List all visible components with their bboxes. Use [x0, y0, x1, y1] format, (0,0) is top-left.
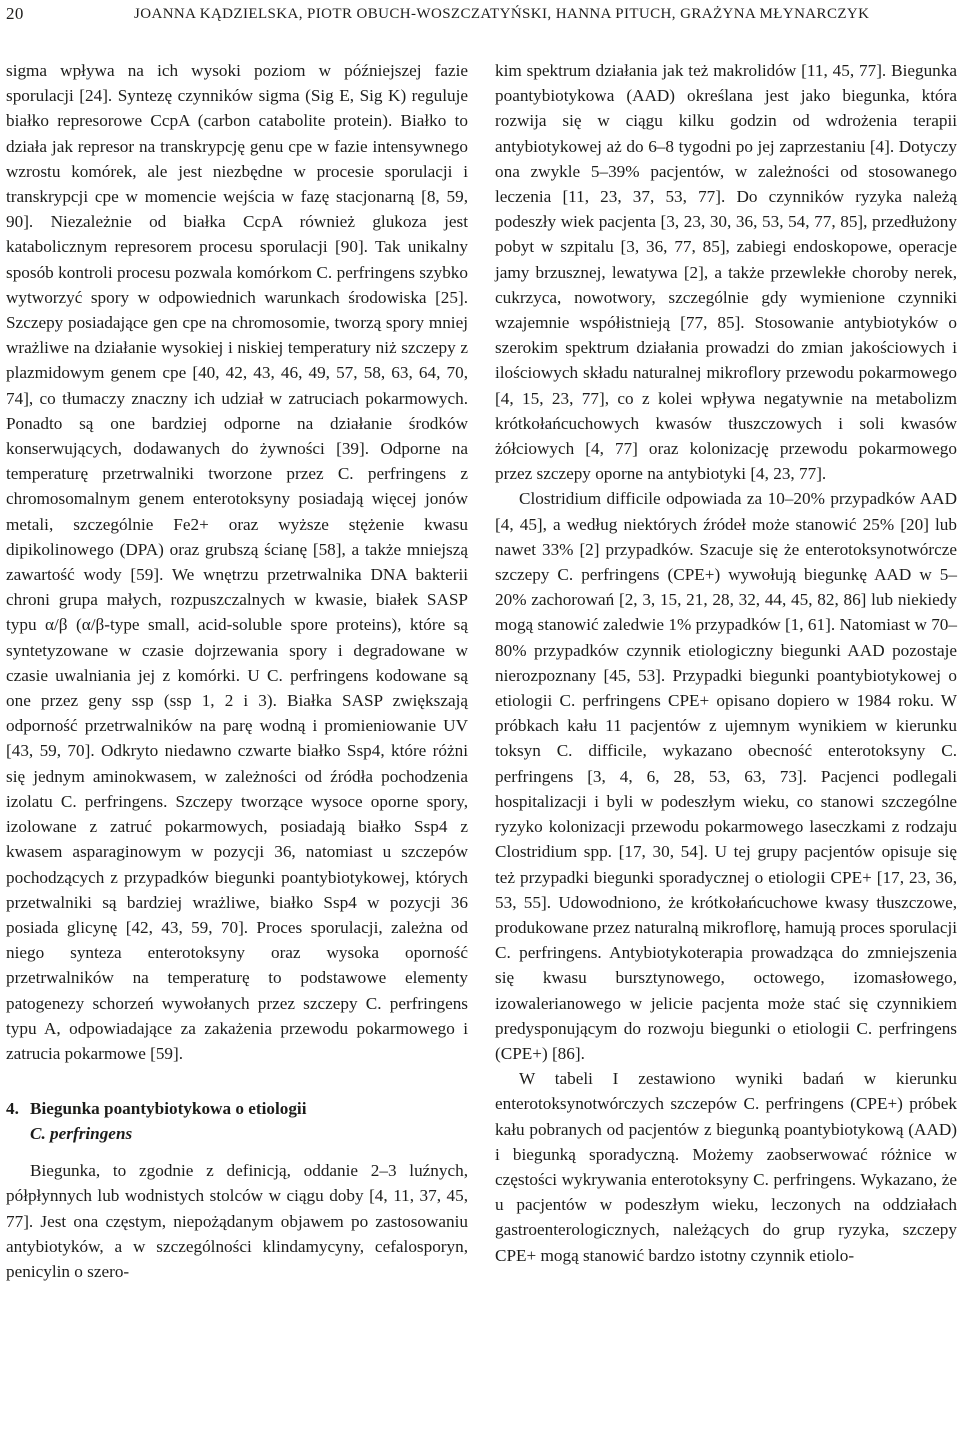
- paragraph: sigma wpływa na ich wysoki poziom w późniejszej fazie sporulacji [24]. Syntezę czynników sigma (Sig E, Sig K) reguluje białko represorowe CcpA (carbon catabolite protein). Białko to działa jak represor na transkrypcję genu cpe w fazie intensywnego wzrostu komórek, ale jest niezbędne w procesie sporulacji i transkrypcji cpe w momencie wejścia w fazę stacjonarną [8, 59, 90]. Niezależnie od białka CcpA również glukoza jest katabolicznym represorem procesu sporulacji [90]. Tak unikalny sposób kontroli procesu pozwala komórkom C. perfringens szybko wytworzyć spory w odpowiednich warunkach środowiska [25]. Szczepy posiadające gen cpe na chromosomie, tworzą spory mniej wrażliwe na działanie wysokiej i niskiej temperatury niż szczepy z plazmidowym genem cpe [40, 42, 43, 46, 49, 57, 58, 63, 64, 70, 74], co tłumaczy znaczny ich udział w zatruciach pokarmowych. Ponadto są one bardziej odporne na działanie środków konserwujących, dodawanych do żywności [39]. Odporne na temperaturę przetrwalniki tworzone przez C. perfringens z chromosomalnym genem enterotoksyny posiadają więcej jonów metali, szczególnie Fe2+ oraz wyższe stężenie kwasu dipikolinowego (DPA) oraz grubszą ścianę [58], a także mniejszą zawartość wody [59]. We wnętrzu przetrwalnika DNA bakterii chroni grupa małych, rozpuszczalnych w kwasie, białek SASP typu α/β (α/β-type small, acid-soluble spore proteins), które są syntetyzowane w czasie dojrzewania spory i degradowane w czasie uwalniania jej z komórki. U C. perfringens kodowane są one przez geny ssp (ssp 1, 2 i 3). Białka SASP zwiększają odporność przetrwalników na parę wodną i promieniowanie UV [43, 59, 70]. Odkryto niedawno czwarte białko Ssp4, które różni się jednym aminokwasem, w zależności od źródła pochodzenia izolatu C. perfringens. Szczepy tworzące wysoce oporne spory, izolowane z zatruć pokarmowych, posiadają białko Ssp4 z kwasem asparaginowym w pozycji 36, natomiast u szczepów pochodzących z przypadków biegunki poantybiotykowej, których przetwalniki są bardziej wrażliwe, białko Ssp4 w pozycji 36 posiada glicynę [42, 43, 59, 70]. Proces sporulacji, zależna od niego synteza enterotoksyny oraz wysoka oporność przetrwalników na temperaturę to podstawowe elementy patogenezy schorzeń wywołanych przez szczepy C. perfringens typu A, odpowiadające za zakażenia przewodu pokarmowego i zatrucia pokarmowe [59].: [6, 61, 468, 1063]
- right-column: [495, 58, 957, 1268]
- left-column: [6, 58, 468, 1284]
- paragraph: Clostridium difficile odpowiada za 10–20% przypadków AAD [4, 45], a według niektórych źródeł może stanowić 25% [20] lub nawet 33% [2] przypadków. Szacuje się że enterotoksynotwórcze szczepy C. perfringens (CPE+) wywołują biegunkę AAD w 5–20% zachorowań [2, 3, 15, 21, 28, 32, 44, 45, 82, 86] lub niekiedy mogą stanowić zaledwie 1% przypadków [1, 61]. Natomiast w 70–80% przypadków czynnik etiologiczny biegunki AAD pozostaje nierozpoznany [45, 53]. Przypadki biegunki poantybiotykowej o etiologii C. perfringens CPE+ opisano dopiero w 1984 roku. W próbkach kału 11 pacjentów z ujemnym wynikiem w kierunku toksyn C. difficile, wykazano obecność enterotoksyny C. perfringens [3, 4, 6, 28, 53, 63, 73]. Pacjenci podlegali hospitalizacji i byli w podeszłym wieku, co stanowi szczególne ryzyko kolonizacji przewodu pokarmowego laseczkami z rodzaju Clostridium spp. [17, 30, 54]. U tej grupy pacjentów opisuje się też przypadki biegunki sporadycznej o etiologii CPE+ [17, 23, 36, 53, 55]. Udowodniono, że krótkołańcuchowe kwasy tłuszczowe, produkowane przez naturalną mikroflorę, hamują proces sporulacji C. perfringens. Antybiotykoterapia prowadząca do zmniejszenia się kwasu bursztynowego, octowego, izomasłowego, izowalerianowego w jelicie pacjenta może stać się czynnikiem predysponującym do rozwoju biegunki o etiologii C. perfringens (CPE+) [86].: [495, 489, 957, 1063]
- running-head-authors: JOANNA KĄDZIELSKA, PIOTR OBUCH-WOSZCZATYŃSKI, HANNA PITUCH, GRAŻYNA MŁYNARCZYK: [134, 6, 870, 22]
- running-head: [6, 4, 954, 30]
- section-heading: [6, 1096, 468, 1146]
- paragraph: kim spektrum działania jak też makrolidów [11, 45, 77]. Biegunka poantybiotykowa (AAD) określana jest jako biegunka, która rozwija się w ciągu kilku godzin od wdrożenia terapii antybiotykowej aż do 6–8 tygodni po jej zaprzestaniu [4]. Dotyczy ona zwykle 5–39% pacjentów, w zależności od stosowanego leczenia [11, 23, 37, 53, 77]. Do czynników ryzyka należą podeszły wiek pacjenta [3, 23, 30, 36, 53, 54, 77, 85], przedłużony pobyt w szpitalu [3, 36, 77, 85], zabiegi endoskopowe, operacje jamy brzusznej, lewatywa [2], a także przewlekłe choroby nerek, cukrzyca, nowotwory, szczególnie gdy wymienione czynniki wzajemnie współistnieją [77, 85]. Stosowanie antybiotyków o szerokim spektrum działania prowadzi do zmian jakościowych i ilościowych składu naturalnej mikroflory przewodu pokarmowego [4, 15, 23, 77], co z kolei wpływa negatywnie na metabolizm krótkołańcuchowych kwasów tłuszczowych i soli kwasów żółciowych [4, 77] oraz kolonizację przewodu pokarmowego przez szczepy oporne na antybiotyki [4, 23, 77].: [495, 61, 957, 484]
- paragraph: Biegunka, to zgodnie z definicją, oddanie 2–3 luźnych, półpłynnych lub wodnistych stolców w ciągu doby [4, 11, 37, 45, 77]. Jest ona częstym, niepożądanym objawem po zastosowaniu antybiotyków, a w szczególności klindamycyny, cefalosporyn, penicylin o szero-: [6, 1161, 468, 1281]
- section-title-line2: C. perfringens: [30, 1124, 133, 1144]
- section-title-line1: Biegunka poantybiotykowa o etiologii: [30, 1099, 307, 1119]
- paragraph: W tabeli I zestawiono wyniki badań w kierunku enterotoksynotwórczych szczepów C. perfringens (CPE+) próbek kału pobranych od pacjentów z biegunką poantybiotykową (AAD) i biegunką sporadyczną. Możemy zaobserwować różnice w częstości wykrywania enterotoksyny C. perfringens. Wykazano, że u pacjentów w podeszłym wieku, leczonych na oddziałach gastroenterologicznych, należących do grup ryzyka, szczepy CPE+ mogą stanowić bardzo istotny czynnik etiolo-: [495, 1069, 957, 1265]
- page-number: 20: [6, 4, 24, 23]
- section-number: 4.: [6, 1099, 19, 1119]
